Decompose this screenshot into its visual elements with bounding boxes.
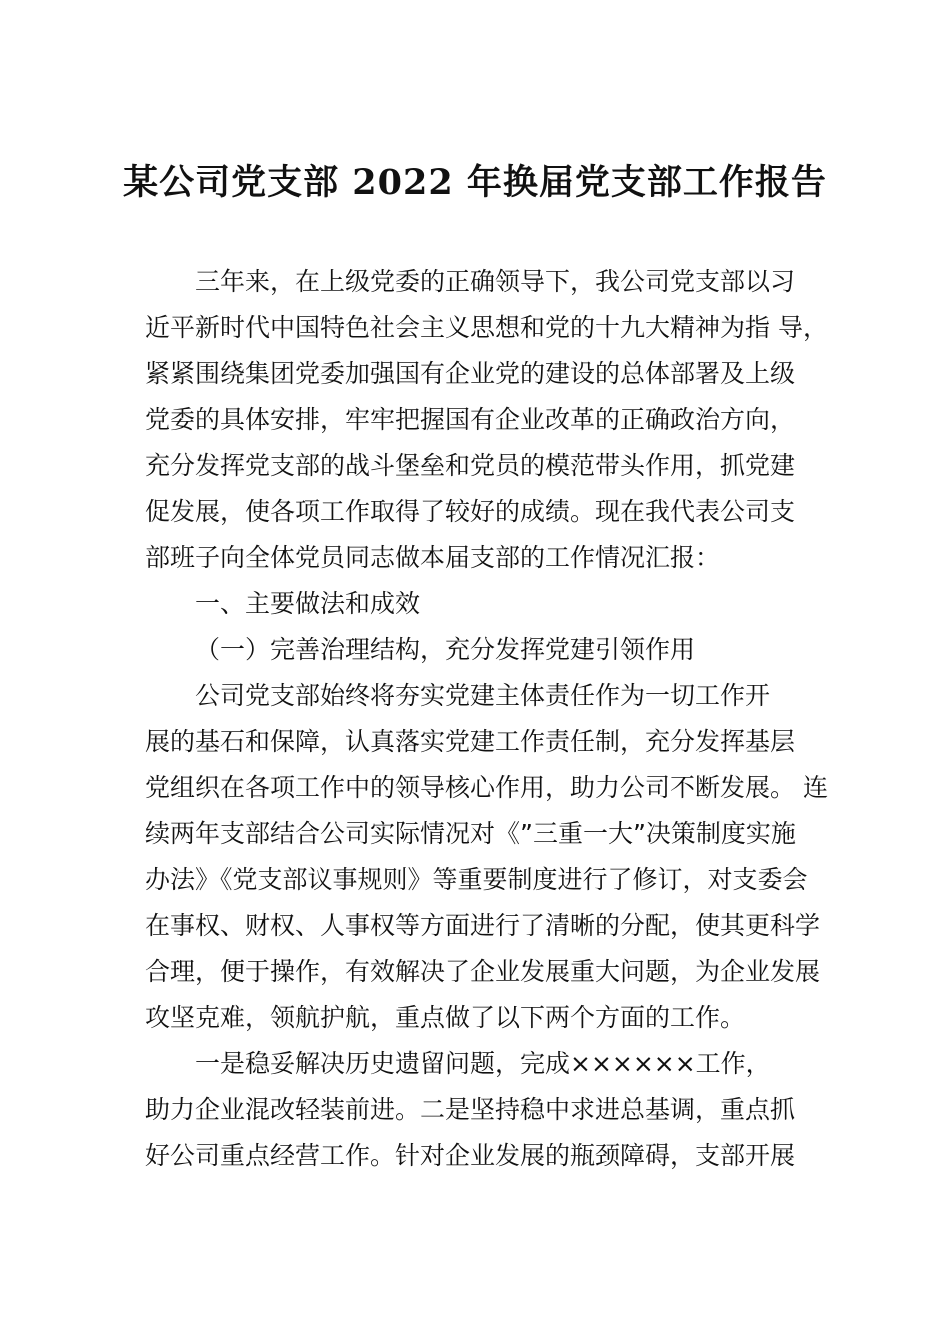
text-line: 办法》《党支部议事规则》等重要制度进行了修订，对支委会 (145, 865, 808, 894)
text-line: 展的基石和保障，认真落实党建工作责任制，充分发挥基层 (145, 727, 796, 756)
text-line: 近平新时代中国特色社会主义思想和党的十九大精神为指 导， (145, 313, 828, 342)
text-line: 一是稳妥解决历史遗留问题，完成××××××工作， (195, 1049, 771, 1078)
text-line: 党组织在各项工作中的领导核心作用，助力公司不断发展。 连 (145, 773, 828, 802)
text-line: 续两年支部结合公司实际情况对《”三重一大”决策制度实施 (145, 819, 796, 848)
text-line: 充分发挥党支部的战斗堡垒和党员的模范带头作用，抓党建 (145, 451, 796, 480)
text-line: 党委的具体安排，牢牢把握国有企业改革的正确政治方向， (145, 405, 796, 434)
text-line: 攻坚克难，领航护航，重点做了以下两个方面的工作。 (145, 1003, 746, 1032)
text-line: 紧紧围绕集团党委加强国有企业党的建设的总体部署及上级 (145, 359, 796, 388)
text-line: 部班子向全体党员同志做本届支部的工作情况汇报： (145, 543, 721, 572)
section-heading: 一、主要做法和成效 (195, 589, 421, 618)
text-line: 助力企业混改轻装前进。二是坚持稳中求进总基调，重点抓 (145, 1095, 796, 1124)
text-line: 好公司重点经营工作。针对企业发展的瓶颈障碍，支部开展 (145, 1141, 796, 1170)
text-line: 合理，便于操作，有效解决了企业发展重大问题，为企业发展 (145, 957, 821, 986)
text-line: 在事权、财权、人事权等方面进行了清晰的分配，使其更科学 (145, 911, 821, 940)
text-line: 促发展，使各项工作取得了较好的成绩。现在我代表公司支 (145, 497, 796, 526)
subsection-heading: （一）完善治理结构，充分发挥党建引领作用 (195, 635, 696, 664)
text-line: 三年来，在上级党委的正确领导下，我公司党支部以习 (195, 267, 796, 296)
document-title: 某公司党支部 2022 年换届党支部工作报告 (123, 162, 827, 203)
text-line: 公司党支部始终将夯实党建主体责任作为一切工作开 (195, 681, 771, 710)
